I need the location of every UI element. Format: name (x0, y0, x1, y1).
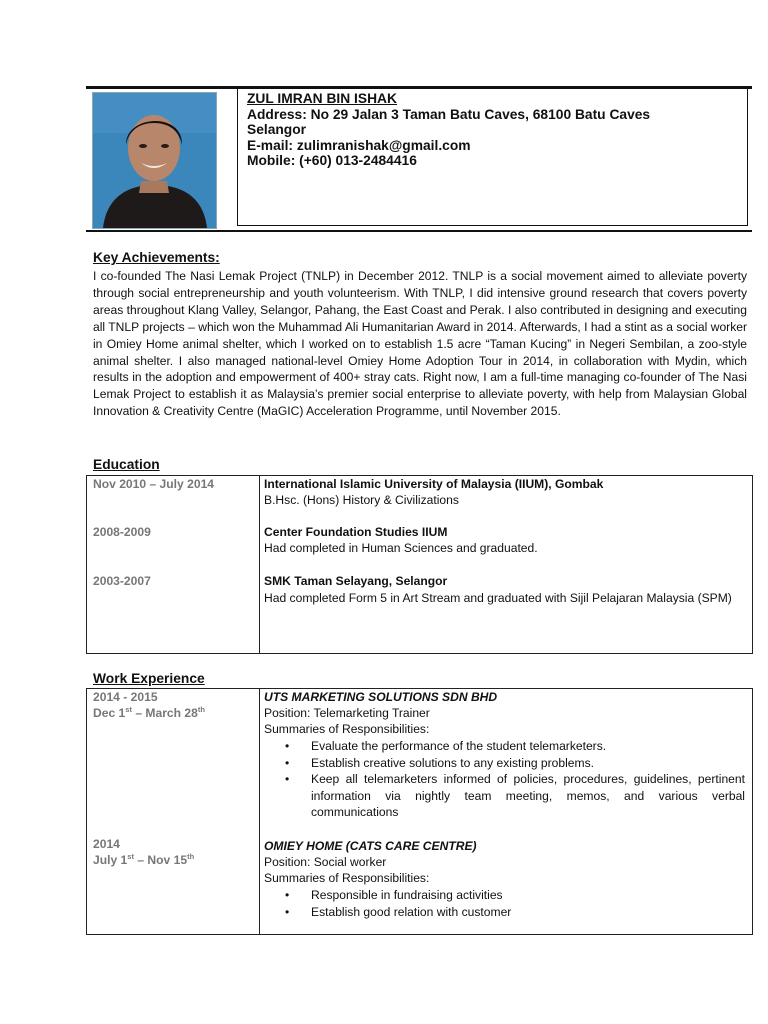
work-year-1: 2014 - 2015 (93, 690, 158, 704)
education-institution-2: Center Foundation Studies IIUM (264, 525, 448, 539)
education-date-2: 2008-2009 (93, 525, 151, 539)
responsibility-item: • Establish good relation with customer (264, 904, 745, 921)
email-text: E-mail: zulimranishak@gmail.com (247, 137, 471, 153)
header-bottom-rule (86, 230, 752, 232)
education-date-1: Nov 2010 – July 2014 (93, 477, 215, 491)
work-position-2: Position: Social worker (264, 855, 387, 869)
mobile-text: Mobile: (+60) 013-2484416 (247, 153, 417, 168)
work-column-divider (259, 689, 260, 934)
responsibility-item: • Evaluate the performance of the student telemarketers. (264, 738, 745, 755)
work-period-1: Dec 1st – March 28th (93, 705, 205, 720)
key-achievements-text: I co-founded The Nasi Lemak Project (TNLP) in December 2012. TNLP is a social movement aimed to alleviate poverty through social entrepreneurship and youth volunteerism. With TNLP, I did intensive ground research that covers poverty areas throughout Klang Valley, Selangor, Pahang, the East Coast and Perak. I also contributed in designing and executing all TNLP projects – which won the Muhammad Ali Humanitarian Award in 2014. Afterwards, I had a stint as a social worker in Omiey Home animal shelter, which I worked on to establish 1.5 acre “Taman Kucing” in Negeri Sembilan, a zoo-style animal shelter. I also managed national-level Omiey Home Adoption Tour in 2014, in collaboration with Mydin, which results in the adoption and empowerment of 400+ stray cats. Right now, I am a full-time managing co-founder of The Nasi Lemak Project to establish it as Malaysia’s premier social enterprise to alleviate poverty, with help from Malaysian Global Innovation & Creativity Centre (MaGIC) Acceleration Programme, until November 2015. (93, 269, 747, 419)
education-institution-3: SMK Taman Selayang, Selangor (264, 574, 448, 588)
work-responsibilities-1 (264, 738, 745, 821)
work-period-2: July 1st – Nov 15th (93, 852, 195, 867)
education-date-3: 2003-2007 (93, 574, 151, 588)
key-achievements-heading: Key Achievements: (93, 250, 220, 265)
work-company-1: UTS MARKETING SOLUTIONS SDN BHD (264, 690, 498, 704)
address-line-2: Selangor (247, 122, 307, 137)
work-summary-label-1: Summaries of Responsibilities: (264, 722, 430, 736)
education-heading: Education (93, 457, 160, 472)
work-summary-label-2: Summaries of Responsibilities: (264, 871, 430, 885)
work-company-2: OMIEY HOME (CATS CARE CENTRE) (264, 839, 477, 853)
work-responsibilities-2 (264, 887, 745, 920)
responsibility-item: • Establish creative solutions to any existing problems. (264, 755, 745, 772)
education-detail-3: Had completed Form 5 in Art Stream and graduated with Sijil Pelajaran Malaysia (SPM) (264, 591, 732, 605)
education-column-divider (259, 476, 260, 653)
education-detail-1: B.Hsc. (Hons) History & Civilizations (264, 493, 459, 507)
responsibility-item: • Responsible in fundraising activities (264, 887, 745, 904)
work-position-1: Position: Telemarketing Trainer (264, 706, 430, 720)
education-institution-1: International Islamic University of Malaysia (IIUM), Gombak (264, 477, 604, 491)
applicant-name: ZUL IMRAN BIN ISHAK (247, 91, 397, 106)
education-detail-2: Had completed in Human Sciences and graduated. (264, 541, 538, 555)
work-year-2: 2014 (93, 837, 120, 851)
contact-details (247, 91, 747, 169)
profile-photo (92, 92, 217, 229)
address-line-1: Address: No 29 Jalan 3 Taman Batu Caves, 68100 Batu Caves (247, 106, 651, 122)
responsibility-item: • Keep all telemarketers informed of policies, procedures, guidelines, pertinent information via nightly team meeting, memos, and various verbal communications (264, 771, 745, 821)
work-experience-heading: Work Experience (93, 671, 205, 686)
